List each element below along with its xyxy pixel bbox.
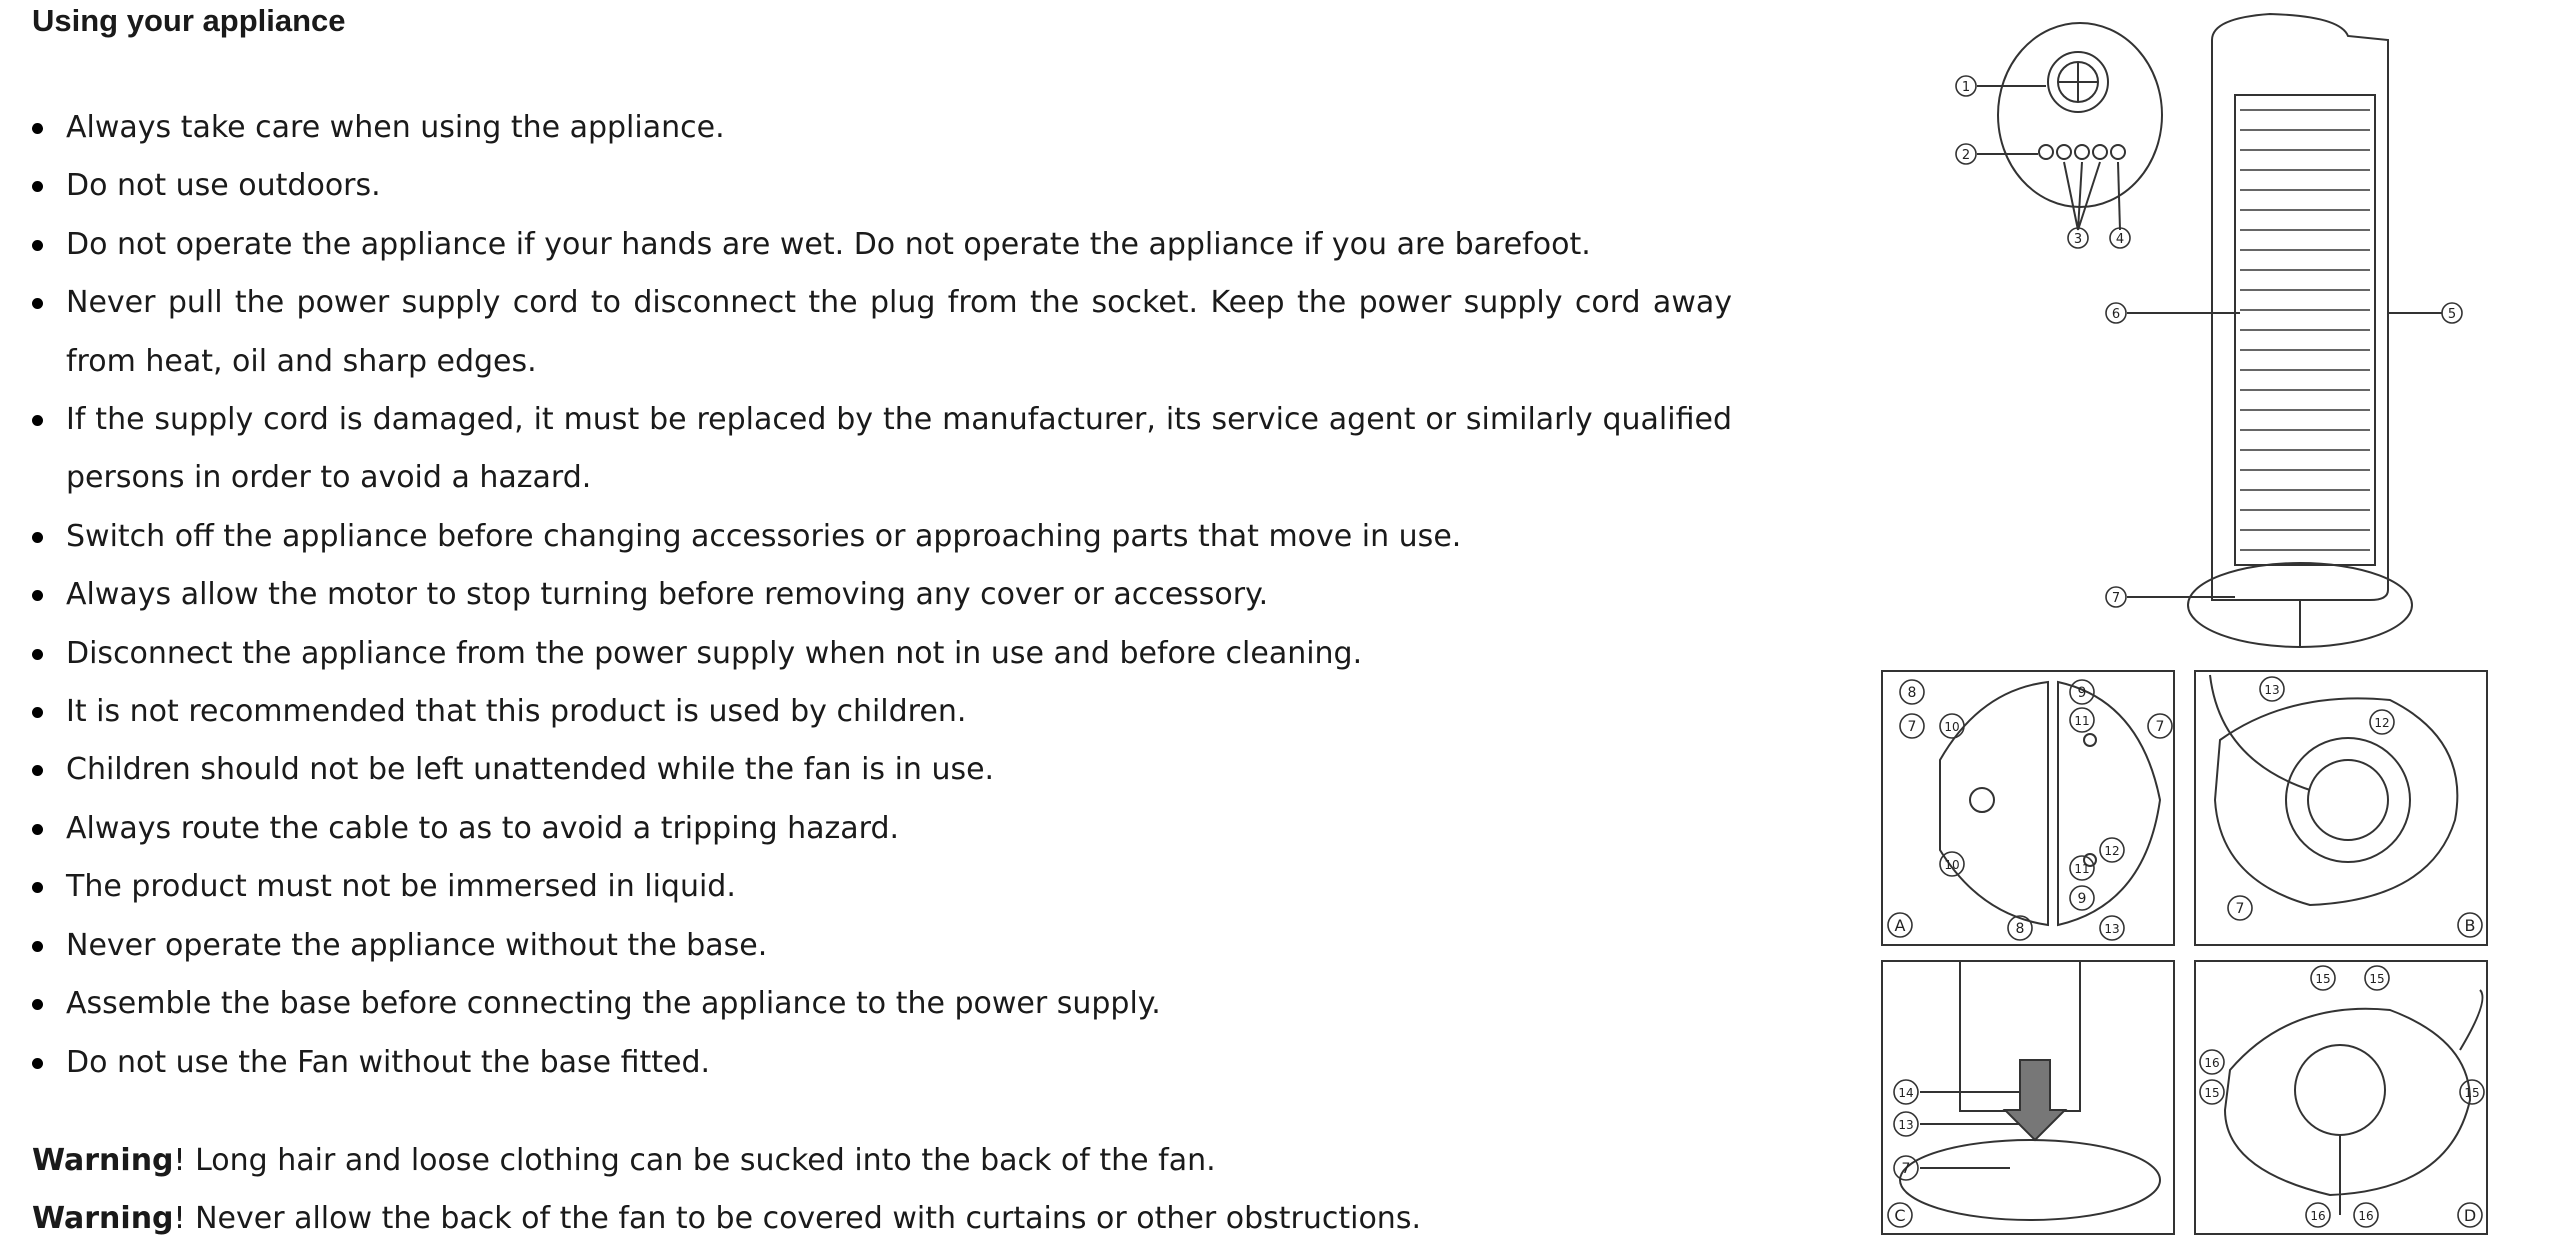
callout-7: 7 [2111,591,2121,606]
panel-letter-d: D [2463,1206,2477,1225]
callout-8: 8 [1907,685,1917,701]
bullet-item: Always route the cable to as to avoid a tripping hazard. [32,800,1732,858]
bullet-item: Always take care when using the appliance. [32,99,1732,157]
panel-letter-a: A [1894,916,1906,935]
callout-16: 16 [2310,1209,2326,1223]
callout-15: 15 [2204,1086,2220,1100]
callout-1: 1 [1961,80,1971,95]
bullet-item: Always allow the motor to stop turning before removing any cover or accessory. [32,566,1732,624]
callout-16: 16 [2204,1056,2220,1070]
warnings-block [32,1132,1732,1249]
callout-4: 4 [2115,232,2125,247]
callout-numbers [1894,76,2484,1227]
warning-text: ! Never allow the back of the fan to be covered with curtains or other obstructions. [173,1201,1421,1237]
callout-15: 15 [2464,1086,2480,1100]
section-heading: Using your appliance [32,3,346,38]
bullet-item: Never operate the appliance without the base. [32,917,1732,975]
bullet-item: Assemble the base before connecting the appliance to the power supply. [32,975,1732,1033]
panel-c-drawing [1882,961,2174,1234]
bullet-item: Do not use the Fan without the base fitted. [32,1034,1732,1092]
callout-12: 12 [2374,716,2390,730]
callout-2: 2 [1961,148,1971,163]
callout-13: 13 [2264,683,2280,697]
warning-label: Warning [32,1143,174,1178]
panel-d-drawing [2195,961,2487,1234]
callout-13: 13 [2104,922,2120,936]
warning-line [32,1132,1732,1190]
bullet-item: Never pull the power supply cord to disconnect the plug from the socket. Keep the power supply cord away from heat, oil and sharp edges. [32,274,1732,391]
warning-text: ! Long hair and loose clothing can be sucked into the back of the fan. [173,1143,1216,1178]
control-panel-drawing [1977,23,2162,230]
callout-5: 5 [2447,307,2457,322]
bullet-item: Disconnect the appliance from the power supply when not in use and before cleaning. [32,625,1732,683]
bullet-item: The product must not be immersed in liquid. [32,858,1732,916]
callout-3: 3 [2073,232,2083,247]
tower-fan-drawing [2127,14,2442,647]
callout-12: 12 [2104,844,2120,858]
bullet-item: Do not operate the appliance if your hands are wet. Do not operate the appliance if you are barefoot. [32,216,1732,274]
callout-14: 14 [1898,1086,1914,1100]
bullet-item: If the supply cord is damaged, it must be replaced by the manufacturer, its service agent or similarly qualified persons in order to avoid a hazard. [32,391,1732,508]
callout-8: 8 [2015,921,2025,937]
fan-assembly-illustration [1870,0,2490,1254]
panel-letter-b: B [2464,916,2476,935]
bullet-item: Switch off the appliance before changing accessories or approaching parts that move in use. [32,508,1732,566]
callout-16: 16 [2358,1209,2374,1223]
bullet-item: It is not recommended that this product is used by children. [32,683,1732,741]
warning-line [32,1190,1732,1248]
callout-7: 7 [1907,719,1917,735]
bullet-item: Do not use outdoors. [32,157,1732,215]
panel-letter-c: C [1894,1206,1906,1225]
safety-bullet-list [32,99,1732,1092]
callout-11: 11 [2074,862,2090,876]
callout-7: 7 [2235,901,2245,917]
instructions-column [32,0,1732,1237]
panel-a-drawing [1882,671,2174,945]
callout-9: 9 [2077,685,2087,701]
callout-10: 10 [1944,858,1960,872]
callout-10: 10 [1944,720,1960,734]
callout-15: 15 [2369,972,2385,986]
callout-7: 7 [2155,719,2165,735]
callout-11: 11 [2074,714,2090,728]
callout-15: 15 [2315,972,2331,986]
callout-6: 6 [2111,307,2121,322]
warning-label: Warning [32,1201,174,1237]
callout-9: 9 [2077,891,2087,907]
callout-7: 7 [1901,1161,1911,1177]
callout-13: 13 [1898,1118,1914,1132]
bullet-item: Children should not be left unattended while the fan is in use. [32,741,1732,799]
